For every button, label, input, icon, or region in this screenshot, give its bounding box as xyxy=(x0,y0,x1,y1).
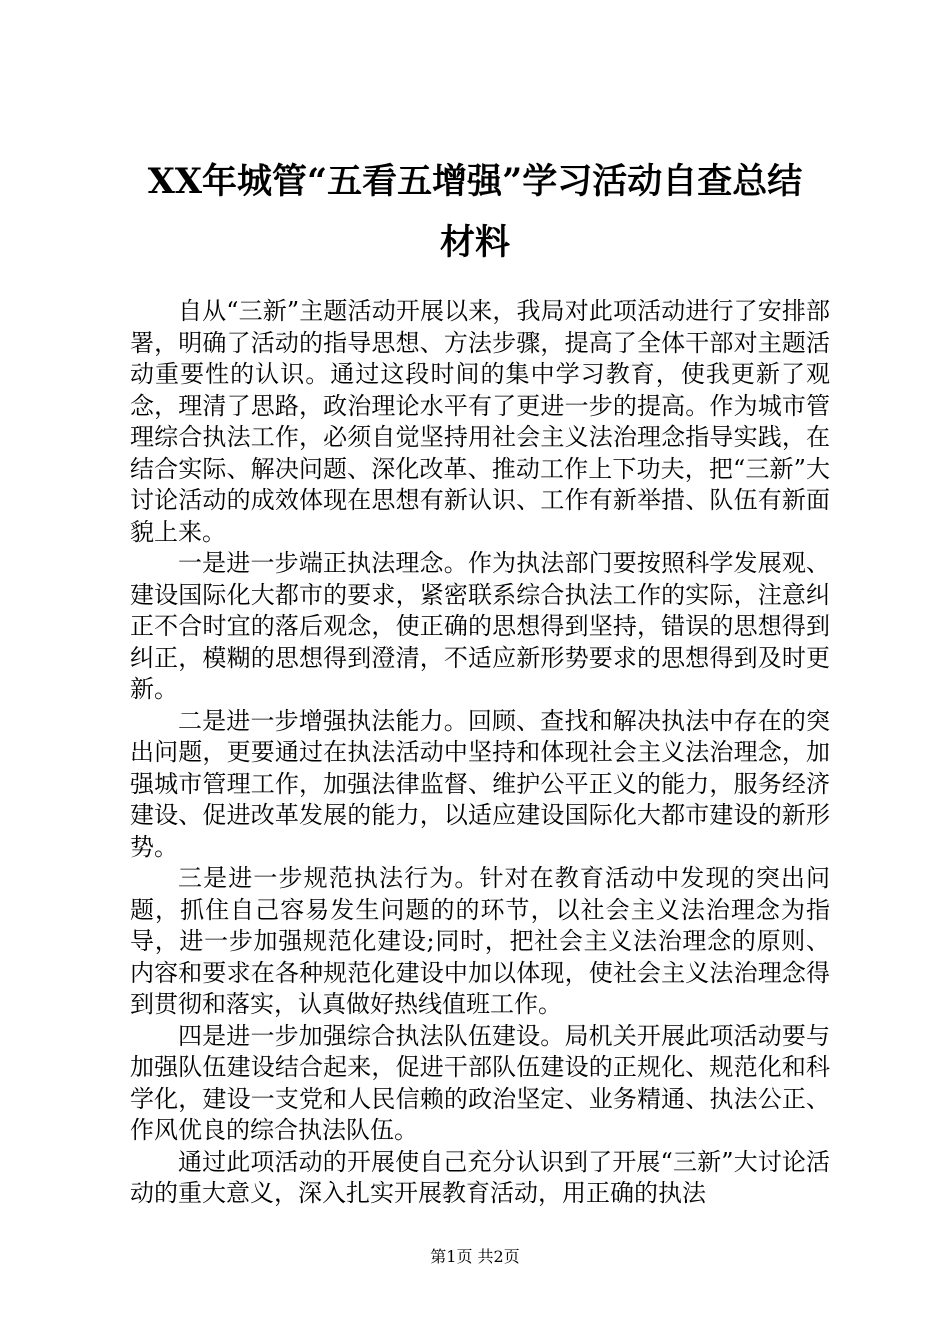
page-number-footer: 第1页 共2页 xyxy=(430,1247,520,1266)
paragraph-point-3: 三是进一步规范执法行为。针对在教育活动中发现的突出问题，抓住自己容易发生问题的的环节，以社会主义法治理念为指导，进一步加强规范化建设;同时，把社会主义法治理念的原则、内容和要求在各种规范化建设中加以体现，使社会主义法治理念得到贯彻和落实，认真做好热线值班工作。 xyxy=(130,864,830,1018)
paragraph-conclusion: 通过此项活动的开展使自己充分认识到了开展“三新”大讨论活动的重大意义，深入扎实开展教育活动，用正确的执法 xyxy=(130,1147,830,1207)
paragraph-point-4: 四是进一步加强综合执法队伍建设。局机关开展此项活动要与加强队伍建设结合起来，促进干部队伍建设的正规化、规范化和科学化，建设一支党和人民信赖的政治坚定、业务精通、执法公正、作风优良的综合执法队伍。 xyxy=(130,1021,830,1144)
paragraph-point-1: 一是进一步端正执法理念。作为执法部门要按照科学发展观、建设国际化大都市的要求，紧密联系综合执法工作的实际，注意纠正不合时宜的落后观念，使正确的思想得到坚持，错误的思想得到纠正，模糊的思想得到澄清，不适应新形势要求的思想得到及时更新。 xyxy=(130,549,830,703)
paragraph-point-2: 二是进一步增强执法能力。回顾、查找和解决执法中存在的突出问题，更要通过在执法活动中坚持和体现社会主义法治理念，加强城市管理工作，加强法律监督、维护公平正义的能力，服务经济建设、促进改革发展的能力，以适应建设国际化大都市建设的新形势。 xyxy=(130,706,830,861)
paragraph-intro: 自从“三新”主题活动开展以来，我局对此项活动进行了安排部署，明确了活动的指导思想、方法步骤，提高了全体干部对主题活动重要性的认识。通过这段时间的集中学习教育，使我更新了观念，理清了思路，政治理论水平有了更进一步的提高。作为城市管理综合执法工作，必须自觉坚持用社会主义法治理念指导实践，在结合实际、解决问题、深化改革、推动工作上下功夫，把“三新”大讨论活动的成效体现在思想有新认识、工作有新举措、队伍有新面貌上来。 xyxy=(130,297,830,546)
document-title-line-2: 材料 xyxy=(439,222,510,263)
document-title-line-1: XX年城管“五看五增强”学习活动自查总结 xyxy=(147,161,803,202)
document-body xyxy=(130,296,830,1210)
